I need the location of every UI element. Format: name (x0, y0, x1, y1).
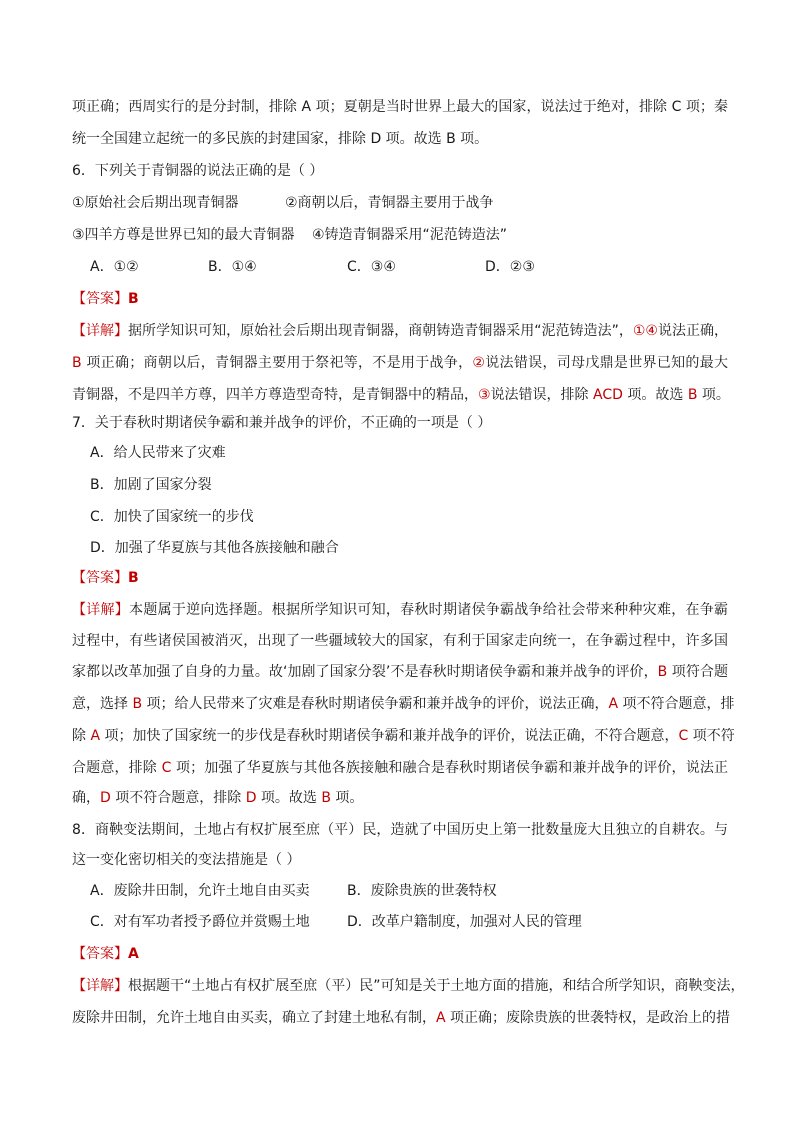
highlight: A (608, 696, 619, 712)
q8-answer (72, 944, 728, 964)
text-span: 项。故选 (622, 387, 688, 403)
highlight: D (100, 790, 111, 806)
q6-options (90, 257, 730, 277)
text-span: 项不符 (688, 728, 735, 744)
highlight: A (90, 728, 101, 744)
text-span: 项正确；废除贵族的世袭特权，是政治上的措 (445, 1010, 731, 1026)
text-span: 本题属于逆向选择题。根据所学知识可知，春秋时期诸侯争霸战争给社会带来种种灾难，在争霸 (129, 602, 729, 618)
highlight: B (132, 696, 143, 712)
answer-label: 【答案】 (72, 291, 128, 307)
text-span: 项不符合题意，排 (618, 696, 735, 712)
q7-detail-line-1 (72, 600, 728, 620)
highlight: B (72, 355, 82, 371)
text-span: 根据题干“土地占有权扩展至庶（平）民”可知是关于土地方面的措施，和结合所学知识，商鞅变法， (128, 978, 745, 994)
text-span: 意，选择 (72, 696, 133, 712)
highlight: D (245, 790, 257, 806)
q8-option-b: B．废除贵族的世袭特权 (347, 883, 497, 899)
q7-answer-value: B (128, 570, 139, 586)
q8-option-c: C．对有军功者授予爵位并赏赐土地 (90, 914, 310, 930)
q8-detail-line-2 (72, 1008, 731, 1028)
text-span: 项。 (330, 790, 364, 806)
q7-option-d: D．加强了华夏族与其他各族接触和融合 (90, 540, 339, 556)
detail-label: 【详解】 (72, 978, 128, 994)
highlight: B (321, 790, 331, 806)
text-span: 项不符合题意，排除 (110, 790, 246, 806)
text-span: 说法错误，排除 (490, 387, 594, 403)
q7-detail-line-7 (72, 788, 728, 808)
q6-stem: 6．下列关于青铜器的说法正确的是（ ） (72, 163, 324, 179)
highlight: C (161, 760, 172, 776)
text-span: 据所学知识可知，原始社会后期出现青铜器，商朝铸造青铜器采用“泥范铸造法”， (128, 323, 633, 339)
q8-stem-line-1: 8．商鞅变法期间，土地占有权扩展至庶（平）民，造就了中国历史上第一批数量庞大且独立的自耕农。与 (72, 822, 728, 838)
highlight: ACD (593, 387, 623, 403)
text-span: 项。 (697, 387, 730, 403)
q8-option-a: A．废除井田制，允许土地自由买卖 (90, 883, 310, 899)
text-span: 项；加快了国家统一的步伐是春秋时期诸侯争霸和兼并战争的评价，说法正确，不符合题意， (100, 728, 679, 744)
q7-option-b: B．加剧了国家分裂 (90, 477, 212, 493)
q8-answer-value: A (128, 946, 139, 962)
q5-detail-line-2: 统一全国建立起统一的多民族的封建国家，排除 D 项。故选 B 项。 (72, 131, 489, 147)
q6-answer-value: B (128, 291, 139, 307)
q6-statements-row-1 (72, 193, 728, 213)
text-span: 青铜器，不是四羊方尊，四羊方尊造型奇特，是青铜器中的精品， (72, 387, 478, 403)
q7-detail-line-2: 过程中，有些诸侯国被消灭，出现了一些疆域较大的国家，有利于国家走向统一，在争霸过程中，许多国 (72, 633, 728, 649)
answer-label: 【答案】 (72, 946, 128, 962)
q7-detail-line-4 (72, 694, 735, 714)
q8-stem-line-2: 这一变化密切相关的变法措施是（ ） (72, 852, 301, 868)
highlight: ①④ (632, 323, 658, 339)
q6-detail-line-1 (72, 321, 728, 341)
text-span: 合题意，排除 (72, 760, 162, 776)
q7-detail-line-3 (72, 662, 728, 682)
text-span: 项；给人民带来了灾难是春秋时期诸侯争霸和兼并战争的评价，说法正确， (142, 696, 609, 712)
q8-options-row-2 (90, 912, 730, 932)
q6-answer (72, 289, 728, 309)
highlight: C (678, 728, 689, 744)
text-span: 项正确；商朝以后，青铜器主要用于祭祀等，不是用于战争， (81, 355, 473, 371)
q6-statement-3: ③四羊方尊是世界已知的最大青铜器 (72, 227, 295, 243)
highlight: ③ (478, 387, 491, 403)
q8-options-row-1 (90, 881, 730, 901)
q6-statement-1: ①原始社会后期出现青铜器 (72, 195, 239, 211)
q7-option-c: C．加快了国家统一的步伐 (90, 509, 254, 525)
q6-detail-line-2 (72, 353, 728, 373)
answer-label: 【答案】 (72, 570, 128, 586)
q7-detail-line-6 (72, 758, 728, 778)
detail-label: 【详解】 (72, 323, 129, 339)
q7-stem: 7．关于春秋时期诸侯争霸和兼并战争的评价，不正确的一项是（ ） (72, 415, 492, 431)
text-span: 项。故选 (256, 790, 322, 806)
q6-statement-4: ④铸造青铜器采用“泥范铸造法” (312, 227, 508, 243)
q6-option-b: B．①④ (208, 259, 257, 275)
text-span: 项；加强了华夏族与其他各族接触和融合是春秋时期诸侯争霸和兼并战争的评价，说法正 (171, 760, 729, 776)
q7-answer (72, 568, 728, 588)
q7-detail-line-5 (72, 726, 735, 746)
q6-statement-2: ②商朝以后，青铜器主要用于战争 (285, 195, 494, 211)
highlight: ② (472, 355, 486, 371)
q8-detail-line-1 (72, 976, 745, 996)
text-span: 除 (72, 728, 91, 744)
q8-option-d: D．改革户籍制度，加强对人民的管理 (347, 914, 582, 930)
q6-detail-line-3 (72, 385, 728, 405)
text-span: 确， (72, 790, 100, 806)
highlight: A (436, 1010, 446, 1026)
text-span: 项符合题 (667, 664, 728, 680)
highlight: B (657, 664, 668, 680)
text-span: 废除井田制，允许土地自由买卖，确立了封建土地私有制， (72, 1010, 436, 1026)
text-span: 说法正确， (657, 323, 729, 339)
q7-option-a: A．给人民带来了灾难 (90, 445, 226, 461)
q5-detail-line-1: 项正确；西周实行的是分封制，排除 A 项；夏朝是当时世界上最大的国家，说法过于绝对，排除 C 项；秦 (72, 99, 728, 115)
text-span: 说法错误，司母戊鼎是世界已知的最大 (485, 355, 729, 371)
q6-option-c: C．③④ (347, 259, 396, 275)
q6-option-d: D．②③ (485, 259, 535, 275)
detail-label: 【详解】 (72, 602, 130, 618)
text-span: 家都以改革加强了自身的力量。故‘加剧了国家分裂’不是春秋时期诸侯争霸和兼并战争的评价， (72, 664, 658, 680)
q6-option-a: A．①② (90, 259, 139, 275)
highlight: B (687, 387, 698, 403)
q6-statements-row-2 (72, 225, 728, 245)
